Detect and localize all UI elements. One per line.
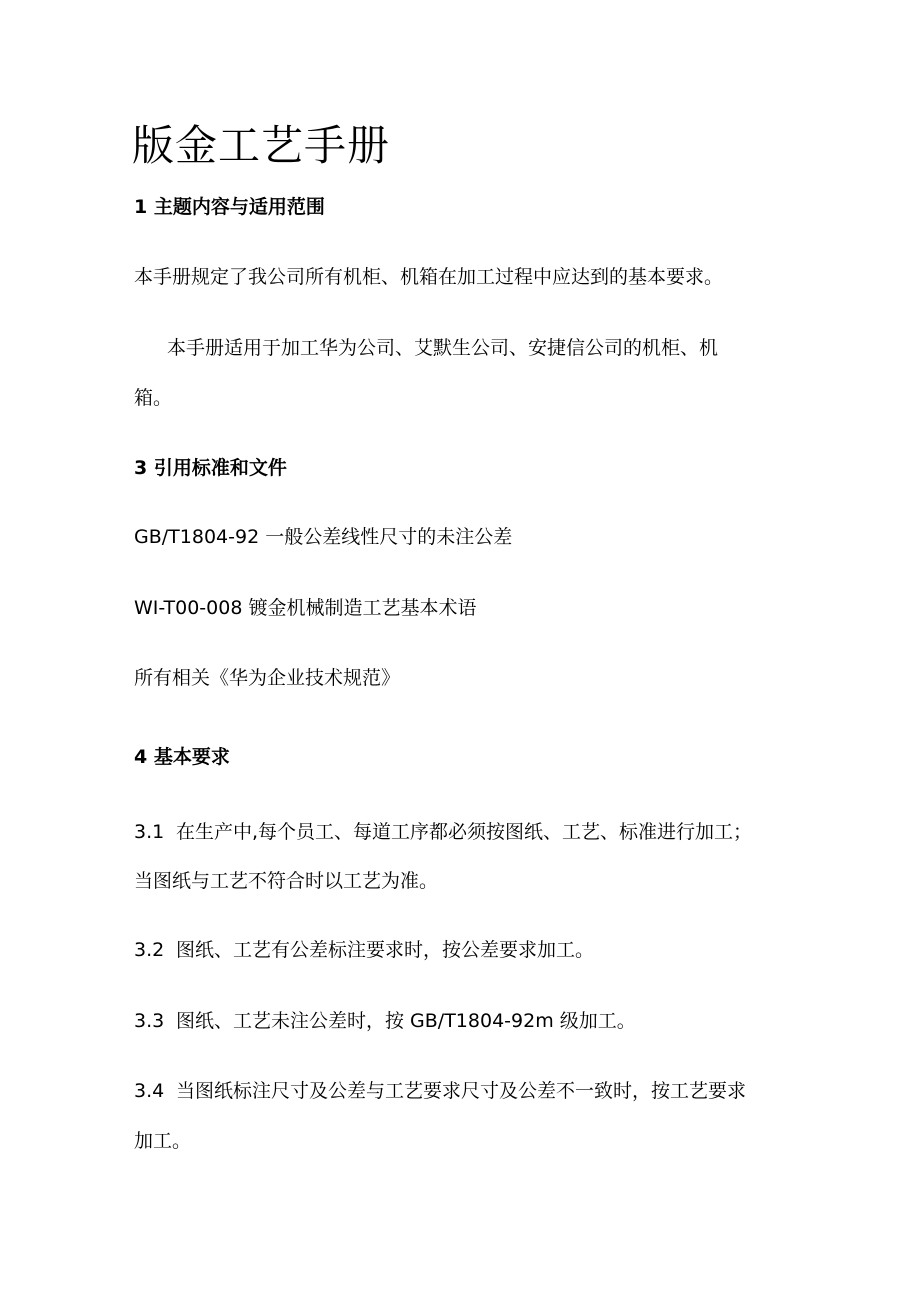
reference-item: GB/T1804-92 一般公差线性尺寸的未注公差 — [134, 526, 513, 548]
section-1-paragraph-2-line-1: 本手册适用于加工华为公司、艾默生公司、安捷信公司的机柜、机 — [167, 337, 719, 359]
requirement-text: 图纸、工艺未注公差时，按 GB/T1804-92m 级加工。 — [176, 1010, 636, 1032]
requirement-number: 3.2 — [134, 939, 165, 961]
requirement-text: 图纸、工艺有公差标注要求时，按公差要求加工。 — [176, 939, 595, 961]
section-3-heading: 3 引用标准和文件 — [134, 457, 287, 479]
requirement-continuation: 当图纸与工艺不符合时以工艺为准。 — [134, 870, 439, 892]
requirement-item — [134, 1008, 636, 1034]
requirement-item — [134, 1078, 746, 1104]
reference-item: WI-T00-008 镀金机械制造工艺基本术语 — [134, 597, 477, 619]
requirement-item — [134, 937, 594, 963]
section-1-paragraph-1: 本手册规定了我公司所有机柜、机箱在加工过程中应达到的基本要求。 — [134, 266, 724, 288]
requirement-number: 3.1 — [134, 821, 165, 843]
section-1-heading: 1 主题内容与适用范围 — [134, 196, 325, 218]
requirement-text: 当图纸标注尺寸及公差与工艺要求尺寸及公差不一致时，按工艺要求 — [176, 1080, 747, 1102]
requirement-number: 3.4 — [134, 1080, 165, 1102]
requirement-item — [134, 819, 752, 845]
document-title: 版金工艺手册 — [132, 121, 391, 170]
requirement-text: 在生产中,每个员工、每道工序都必须按图纸、工艺、标准进行加工； — [176, 821, 753, 843]
section-4-heading: 4 基本要求 — [134, 746, 230, 768]
section-1-paragraph-2-line-2: 箱。 — [134, 387, 173, 409]
reference-item: 所有相关《华为企业技术规范》 — [134, 667, 401, 689]
requirement-continuation: 加工。 — [134, 1130, 192, 1152]
requirement-number: 3.3 — [134, 1010, 165, 1032]
